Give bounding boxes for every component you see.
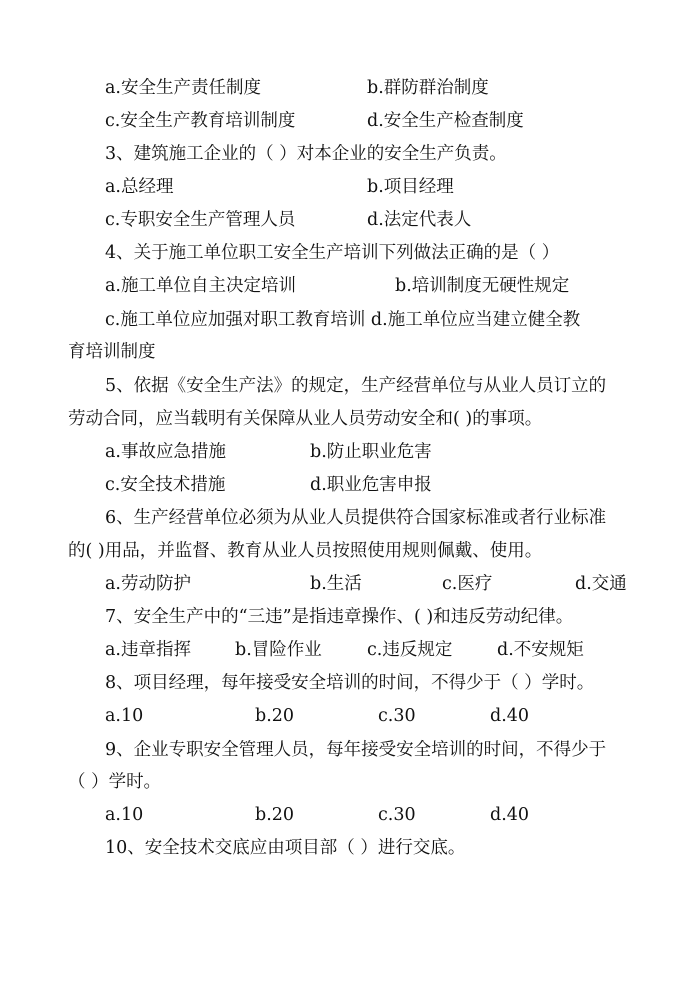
options-row bbox=[0, 468, 700, 502]
option-text: d.交通 bbox=[575, 574, 627, 594]
options-row bbox=[0, 435, 700, 469]
question-text-line bbox=[0, 335, 700, 369]
question-text-line bbox=[0, 303, 700, 337]
question-text-line bbox=[0, 501, 700, 535]
option-text: a.劳动防护 bbox=[105, 574, 191, 594]
question-text-line bbox=[0, 402, 700, 436]
options-row bbox=[0, 203, 700, 237]
option-text: b.培训制度无硬性规定 bbox=[395, 276, 570, 296]
option-text: b.项目经理 bbox=[367, 177, 454, 197]
option-text: b.冒险作业 bbox=[235, 640, 322, 660]
option-text: a.10 bbox=[105, 805, 144, 825]
question-text: 7、安全生产中的“三违”是指违章操作、( )和违反劳动纪律。 bbox=[105, 607, 574, 627]
option-text: c.30 bbox=[378, 706, 416, 726]
question-text-line bbox=[0, 600, 700, 634]
option-text: d.职业危害申报 bbox=[310, 475, 432, 495]
question-text-line bbox=[0, 666, 700, 700]
option-text: c.安全技术措施 bbox=[105, 475, 226, 495]
option-text: d.不安规矩 bbox=[497, 640, 584, 660]
question-text: 的( )用品，并监督、教育从业人员按照使用规则佩戴、使用。 bbox=[68, 541, 543, 561]
options-row bbox=[0, 104, 700, 138]
option-text: c.安全生产教育培训制度 bbox=[105, 111, 296, 131]
question-text: 育培训制度 bbox=[68, 342, 156, 362]
question-text: 6、生产经营单位必须为从业人员提供符合国家标准或者行业标准 bbox=[105, 508, 607, 528]
options-row bbox=[0, 798, 700, 832]
option-text: a.总经理 bbox=[105, 177, 174, 197]
option-text: c.30 bbox=[378, 805, 416, 825]
option-text: c.医疗 bbox=[442, 574, 493, 594]
question-text: 劳动合同，应当载明有关保障从业人员劳动安全和( )的事项。 bbox=[68, 409, 543, 429]
question-text: 5、依据《安全生产法》的规定，生产经营单位与从业人员订立的 bbox=[105, 376, 607, 396]
option-text: a.事故应急措施 bbox=[105, 442, 226, 462]
option-text: b.20 bbox=[255, 706, 295, 726]
question-text: c.施工单位应加强对职工教育培训 d.施工单位应当建立健全教 bbox=[105, 310, 581, 330]
options-row bbox=[0, 567, 700, 601]
option-text: d.40 bbox=[490, 805, 530, 825]
question-text-line bbox=[0, 369, 700, 403]
options-row bbox=[0, 633, 700, 667]
question-text-line bbox=[0, 733, 700, 767]
option-text: a.安全生产责任制度 bbox=[105, 78, 261, 98]
options-row bbox=[0, 269, 700, 303]
question-text: 8、项目经理，每年接受安全培训的时间，不得少于（ ）学时。 bbox=[105, 673, 595, 693]
option-text: b.防止职业危害 bbox=[310, 442, 432, 462]
options-row bbox=[0, 71, 700, 105]
question-text: 9、企业专职安全管理人员，每年接受安全培训的时间，不得少于 bbox=[105, 740, 607, 760]
option-text: a.10 bbox=[105, 706, 144, 726]
option-text: c.违反规定 bbox=[367, 640, 453, 660]
question-text-line bbox=[0, 831, 700, 865]
option-text: d.安全生产检查制度 bbox=[367, 111, 524, 131]
question-text-line bbox=[0, 534, 700, 568]
option-text: a.施工单位自主决定培训 bbox=[105, 276, 296, 296]
question-text: 3、建筑施工企业的（ ）对本企业的安全生产负责。 bbox=[105, 144, 507, 164]
question-text-line bbox=[0, 137, 700, 171]
option-text: b.群防群治制度 bbox=[367, 78, 489, 98]
options-row bbox=[0, 170, 700, 204]
option-text: d.法定代表人 bbox=[367, 210, 472, 230]
option-text: a.违章指挥 bbox=[105, 640, 191, 660]
option-text: b.20 bbox=[255, 805, 295, 825]
question-text: 4、关于施工单位职工安全生产培训下列做法正确的是（ ） bbox=[105, 243, 560, 263]
question-text-line bbox=[0, 765, 700, 799]
option-text: c.专职安全生产管理人员 bbox=[105, 210, 296, 230]
question-text: （ ）学时。 bbox=[68, 772, 162, 792]
option-text: b.生活 bbox=[310, 574, 362, 594]
question-text: 10、安全技术交底应由项目部（ ）进行交底。 bbox=[105, 838, 466, 858]
options-row bbox=[0, 699, 700, 733]
option-text: d.40 bbox=[490, 706, 530, 726]
question-text-line bbox=[0, 236, 700, 270]
